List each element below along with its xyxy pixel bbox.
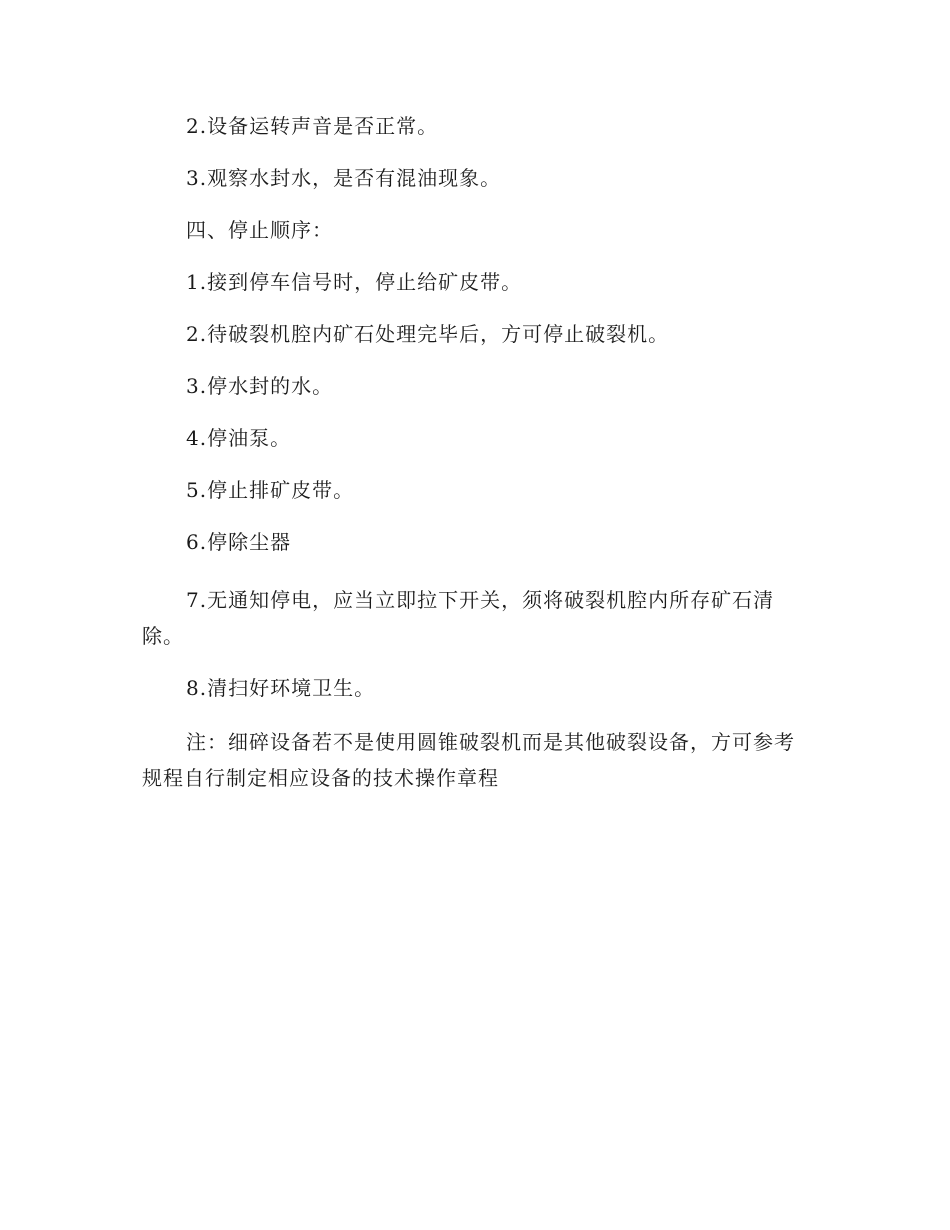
paragraph-check-sound: 2.设备运转声音是否正常。: [186, 114, 439, 138]
paragraph-stop-step-5: 5.停止排矿皮带。: [186, 478, 355, 502]
paragraph-check-water-seal: 3.观察水封水，是否有混油现象。: [186, 166, 502, 190]
paragraph-stop-step-8: 8.清扫好环境卫生。: [186, 676, 376, 700]
section-heading-stop-sequence: 四、停止顺序：: [186, 218, 333, 242]
paragraph-stop-step-2: 2.待破裂机腔内矿石处理完毕后，方可停止破裂机。: [186, 322, 670, 346]
paragraph-stop-step-6: 6.停除尘器: [186, 530, 292, 554]
paragraph-stop-step-1: 1.接到停车信号时，停止给矿皮带。: [186, 270, 523, 294]
paragraph-stop-step-7: 7.无通知停电，应当立即拉下开关，须将破裂机腔内所存矿石清除。: [142, 588, 775, 648]
paragraph-stop-step-4: 4.停油泵。: [186, 426, 292, 450]
paragraph-stop-step-3: 3.停水封的水。: [186, 374, 334, 398]
paragraph-note: 注：细碎设备若不是使用圆锥破裂机而是其他破裂设备，方可参考规程自行制定相应设备的技术操作章程: [142, 730, 795, 790]
